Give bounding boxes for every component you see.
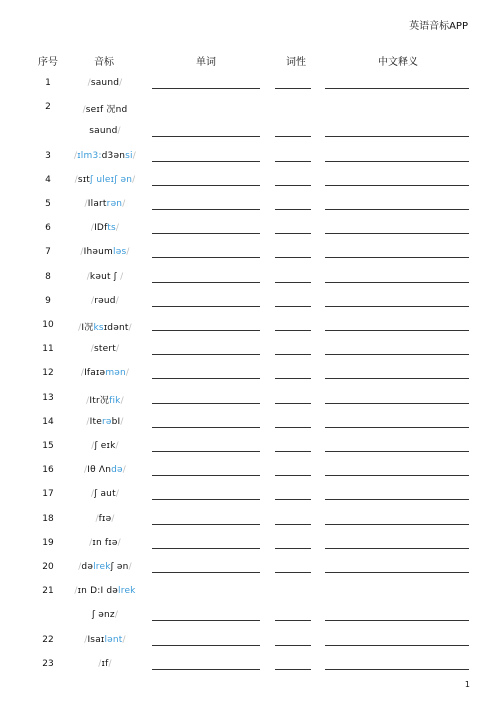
pos-blank[interactable] <box>275 499 311 500</box>
pos-blank[interactable] <box>275 136 311 137</box>
pos-blank[interactable] <box>275 282 311 283</box>
header-phonetic: 音标 <box>94 57 114 68</box>
meaning-blank[interactable] <box>325 330 469 331</box>
phonetic-segment: / <box>80 368 85 379</box>
phonetic-segment: / <box>74 174 78 185</box>
meaning-blank[interactable] <box>325 185 469 186</box>
phonetic-segment: sɪt <box>77 174 91 185</box>
phonetic-segment: Itr况 <box>89 395 110 406</box>
word-blank[interactable] <box>152 136 260 137</box>
phonetic-segment: ɪn fɪə <box>92 537 118 548</box>
phonetic-cell <box>60 102 150 115</box>
phonetic-cell <box>60 199 150 209</box>
phonetic-cell <box>60 465 150 475</box>
phonetic-segment: / <box>122 465 126 476</box>
phonetic-segment: / <box>126 247 130 258</box>
phonetic-segment: / <box>74 150 78 161</box>
row-number: 7 <box>45 247 51 258</box>
header-pos: 词性 <box>286 57 306 68</box>
phonetic-segment: də <box>111 465 123 476</box>
page-number: 1 <box>464 680 470 689</box>
phonetic-segment: / <box>90 223 95 234</box>
phonetic-cell <box>60 635 150 645</box>
phonetic-segment: / <box>115 223 120 234</box>
phonetic-segment: ləs <box>113 247 127 258</box>
phonetic-cell <box>60 272 150 282</box>
phonetic-segment: / <box>74 586 78 597</box>
phonetic-segment: ɪlm3: <box>77 150 102 161</box>
phonetic-segment: / <box>90 489 95 500</box>
word-blank[interactable] <box>152 499 260 500</box>
pos-blank[interactable] <box>275 354 311 355</box>
pos-blank[interactable] <box>275 330 311 331</box>
meaning-blank[interactable] <box>325 524 469 525</box>
phonetic-segment: / <box>111 513 115 524</box>
phonetic-segment: / <box>122 634 126 645</box>
phonetic-cell <box>60 586 150 596</box>
phonetic-segment: mən <box>105 368 126 379</box>
row-number: 23 <box>42 658 54 669</box>
phonetic-cell <box>60 344 150 354</box>
meaning-blank[interactable] <box>325 572 469 573</box>
meaning-blank[interactable] <box>325 403 469 404</box>
phonetic-segment: / <box>86 416 90 427</box>
phonetic-segment: Ihəum <box>83 247 114 258</box>
phonetic-segment: / <box>132 174 136 185</box>
header-number: 序号 <box>38 57 58 68</box>
pos-blank[interactable] <box>275 88 311 89</box>
phonetic-cell <box>60 151 150 161</box>
word-blank[interactable] <box>152 161 260 162</box>
phonetic-cell <box>60 393 150 406</box>
phonetic-segment: lrek <box>118 586 136 597</box>
phonetic-cell <box>60 175 150 185</box>
word-blank[interactable] <box>152 88 260 89</box>
meaning-blank[interactable] <box>325 306 469 307</box>
phonetic-cell <box>60 417 150 427</box>
phonetic-segment: / <box>128 323 132 333</box>
phonetic-segment: / <box>91 295 95 306</box>
row-number: 3 <box>45 150 51 161</box>
meaning-blank[interactable] <box>325 354 469 355</box>
row-number: 10 <box>42 320 54 330</box>
row-number: 18 <box>42 513 54 524</box>
word-blank[interactable] <box>152 548 260 549</box>
phonetic-segment: / <box>125 368 130 379</box>
word-blank[interactable] <box>152 451 260 452</box>
app-title: 英语音标APP <box>409 21 468 32</box>
meaning-blank[interactable] <box>325 209 469 210</box>
row-number: 13 <box>42 392 54 403</box>
phonetic-segment: d3ən <box>101 150 126 161</box>
phonetic-cell <box>60 562 150 572</box>
word-blank[interactable] <box>152 524 260 525</box>
phonetic-segment: / <box>120 271 124 282</box>
phonetic-segment: ts <box>107 223 116 234</box>
row-number: 12 <box>42 368 54 379</box>
phonetic-segment: / <box>84 199 88 209</box>
phonetic-segment: seɪf 况nd <box>85 105 128 116</box>
word-blank[interactable] <box>152 620 260 621</box>
phonetic-segment: / <box>83 465 88 476</box>
phonetic-segment: / <box>115 489 120 500</box>
phonetic-segment: / <box>115 344 120 355</box>
phonetic-segment: Ifaɪə <box>84 368 106 379</box>
phonetic-cell <box>60 247 150 257</box>
phonetic-segment: rən <box>106 199 123 209</box>
meaning-blank[interactable] <box>325 282 469 283</box>
phonetic-segment: ʃ eɪk <box>94 441 116 451</box>
row-number: 15 <box>42 441 54 451</box>
header-word: 单词 <box>196 57 216 68</box>
phonetic-segment: / <box>91 441 95 451</box>
phonetic-segment: ʃ uleɪ <box>90 174 115 185</box>
meaning-blank[interactable] <box>325 136 469 137</box>
phonetic-cell <box>60 441 150 451</box>
phonetic-segment: / <box>117 537 121 548</box>
row-number: 5 <box>45 199 51 209</box>
phonetic-segment: I况 <box>81 323 94 333</box>
phonetic-segment: / <box>80 247 84 258</box>
word-blank[interactable] <box>152 209 260 210</box>
row-number: 20 <box>42 562 54 572</box>
phonetic-segment: / <box>82 105 86 116</box>
phonetic-segment: ɪdənt <box>103 323 129 333</box>
pos-blank[interactable] <box>275 427 311 428</box>
phonetic-segment: / <box>114 610 119 621</box>
row-number: 16 <box>42 465 54 476</box>
phonetic-segment: ʃ ənz <box>91 610 115 621</box>
pos-blank[interactable] <box>275 572 311 573</box>
phonetic-segment: stert <box>94 344 116 355</box>
phonetic-segment: lənt <box>104 634 123 645</box>
phonetic-segment: / <box>128 562 132 572</box>
pos-blank[interactable] <box>275 475 311 476</box>
phonetic-cell <box>60 610 150 620</box>
meaning-blank[interactable] <box>325 548 469 549</box>
phonetic-segment: Isaɪ <box>87 634 105 645</box>
phonetic-segment: Iθ Λn <box>87 465 112 476</box>
phonetic-segment: ʃ ən <box>110 562 129 572</box>
phonetic-segment: lrek <box>93 562 111 572</box>
row-number: 4 <box>45 174 51 185</box>
row-number: 17 <box>42 489 54 500</box>
pos-blank[interactable] <box>275 306 311 307</box>
meaning-blank[interactable] <box>325 161 469 162</box>
row-number: 11 <box>42 344 54 355</box>
row-number: 19 <box>42 537 54 548</box>
word-blank[interactable] <box>152 306 260 307</box>
phonetic-segment: fɪə <box>98 513 112 524</box>
word-blank[interactable] <box>152 378 260 379</box>
phonetic-segment: / <box>90 344 94 355</box>
pos-blank[interactable] <box>275 645 311 646</box>
pos-blank[interactable] <box>275 185 311 186</box>
phonetic-cell <box>60 320 150 333</box>
word-blank[interactable] <box>152 257 260 258</box>
phonetic-segment: / <box>132 150 136 161</box>
phonetic-segment: / <box>95 513 99 524</box>
phonetic-segment: ʃ ən <box>114 174 133 185</box>
meaning-blank[interactable] <box>325 620 469 621</box>
row-number: 9 <box>45 295 51 306</box>
phonetic-cell <box>60 368 150 378</box>
phonetic-cell <box>60 514 150 524</box>
phonetic-cell <box>60 296 150 306</box>
word-blank[interactable] <box>152 185 260 186</box>
meaning-blank[interactable] <box>325 451 469 452</box>
meaning-blank[interactable] <box>325 499 469 500</box>
phonetic-cell <box>60 126 150 136</box>
pos-blank[interactable] <box>275 257 311 258</box>
phonetic-segment: ɪf <box>101 658 109 669</box>
phonetic-segment: / <box>86 395 90 406</box>
meaning-blank[interactable] <box>325 427 469 428</box>
word-blank[interactable] <box>152 330 260 331</box>
phonetic-segment: ks <box>93 323 104 333</box>
pos-blank[interactable] <box>275 620 311 621</box>
row-number: 21 <box>42 586 54 597</box>
phonetic-segment: / <box>84 634 88 645</box>
phonetic-cell <box>60 223 150 233</box>
pos-blank[interactable] <box>275 524 311 525</box>
meaning-blank[interactable] <box>325 669 469 670</box>
word-blank[interactable] <box>152 233 260 234</box>
phonetic-segment: / <box>117 126 121 137</box>
word-blank[interactable] <box>152 572 260 573</box>
phonetic-segment: / <box>120 416 124 427</box>
phonetic-segment: kəut ʃ <box>89 271 121 282</box>
meaning-blank[interactable] <box>325 645 469 646</box>
phonetic-segment: rəud <box>94 295 116 306</box>
row-number: 22 <box>42 634 54 645</box>
meaning-blank[interactable] <box>325 378 469 379</box>
word-blank[interactable] <box>152 282 260 283</box>
phonetic-segment: saund <box>90 78 120 88</box>
pos-blank[interactable] <box>275 669 311 670</box>
phonetic-segment: də <box>81 562 94 572</box>
phonetic-segment: bI <box>111 416 121 427</box>
phonetic-segment: fik <box>109 395 121 406</box>
phonetic-segment: rə <box>101 416 112 427</box>
phonetic-segment: Ite <box>89 416 102 427</box>
pos-blank[interactable] <box>275 378 311 379</box>
pos-blank[interactable] <box>275 209 311 210</box>
phonetic-segment: / <box>98 658 102 669</box>
meaning-blank[interactable] <box>325 475 469 476</box>
word-blank[interactable] <box>152 403 260 404</box>
word-blank[interactable] <box>152 354 260 355</box>
phonetic-cell <box>60 489 150 499</box>
phonetic-segment: saund <box>89 126 118 137</box>
phonetic-segment: / <box>115 441 119 451</box>
row-number: 8 <box>45 271 51 282</box>
meaning-blank[interactable] <box>325 257 469 258</box>
meaning-blank[interactable] <box>325 233 469 234</box>
phonetic-segment: Ilart <box>87 199 107 209</box>
phonetic-segment: IDf <box>94 223 108 234</box>
pos-blank[interactable] <box>275 161 311 162</box>
word-blank[interactable] <box>152 669 260 670</box>
phonetic-segment: / <box>78 562 82 572</box>
phonetic-cell <box>60 659 150 669</box>
phonetic-segment: / <box>108 658 112 669</box>
word-blank[interactable] <box>152 475 260 476</box>
pos-blank[interactable] <box>275 233 311 234</box>
row-number: 2 <box>45 102 51 113</box>
phonetic-segment: ɪn D:I də <box>77 586 119 597</box>
row-number: 1 <box>45 78 51 88</box>
word-blank[interactable] <box>152 645 260 646</box>
header-meaning: 中文释义 <box>378 57 418 68</box>
pos-blank[interactable] <box>275 451 311 452</box>
phonetic-segment: / <box>122 199 126 209</box>
phonetic-segment: / <box>87 78 91 88</box>
pos-blank[interactable] <box>275 403 311 404</box>
word-blank[interactable] <box>152 427 260 428</box>
row-number: 6 <box>45 223 51 234</box>
phonetic-segment: / <box>119 78 123 88</box>
phonetic-segment: / <box>86 271 90 282</box>
row-number: 14 <box>42 416 54 427</box>
meaning-blank[interactable] <box>325 88 469 89</box>
phonetic-cell <box>60 78 150 88</box>
phonetic-segment: / <box>115 295 119 306</box>
phonetic-segment: ʃ aut <box>94 489 116 500</box>
pos-blank[interactable] <box>275 548 311 549</box>
phonetic-cell <box>60 538 150 548</box>
phonetic-segment: / <box>78 323 82 333</box>
phonetic-segment: / <box>89 537 93 548</box>
phonetic-segment: si <box>125 150 133 161</box>
phonetic-segment: / <box>120 395 124 406</box>
